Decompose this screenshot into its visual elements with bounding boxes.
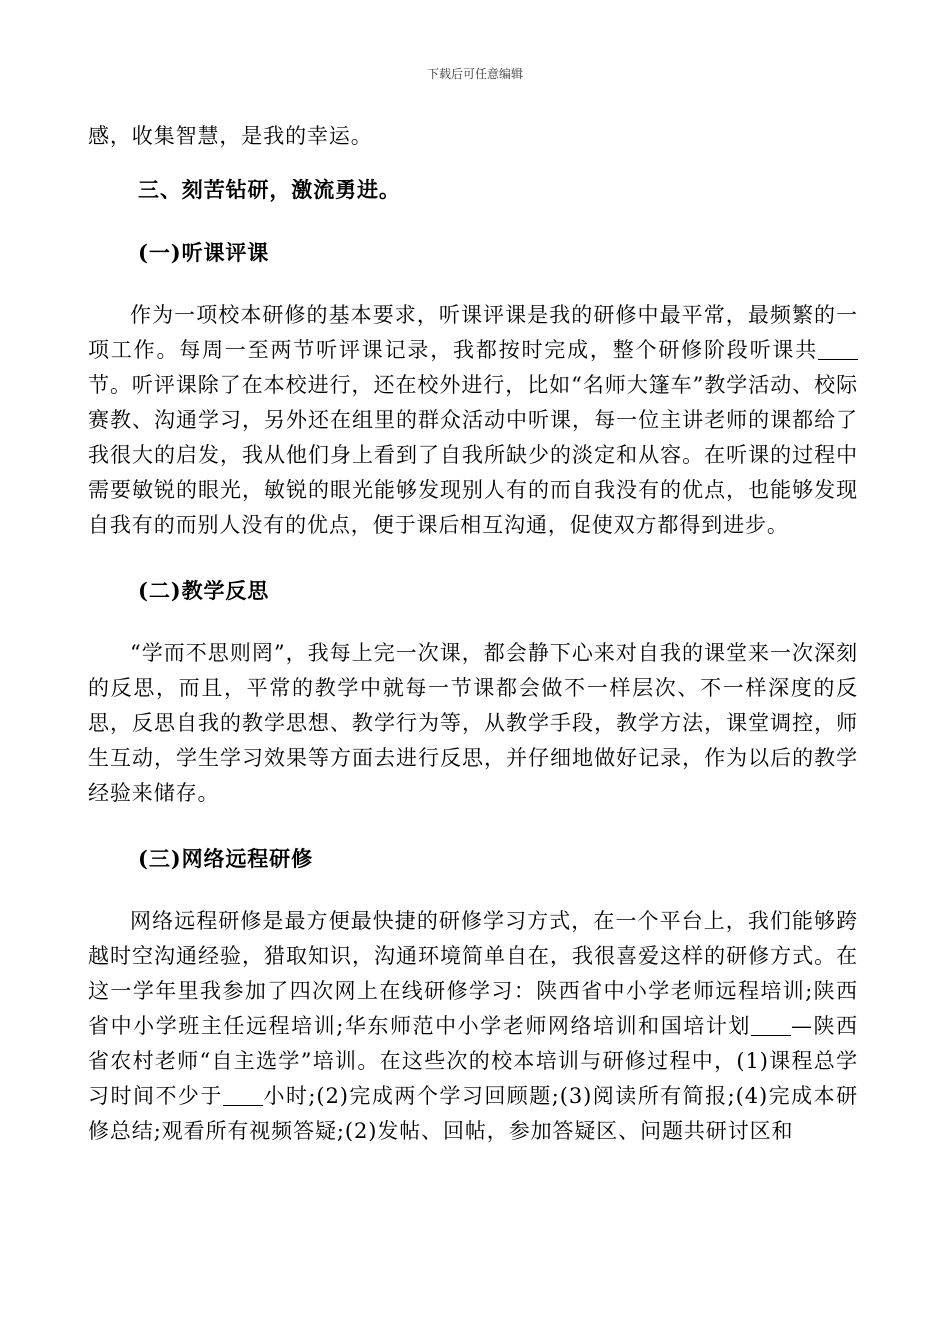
- paragraph-text: 节。听评课除了在本校进行，还在校外进行，比如“名师大篷车”教学活动、校际赛教、沟通学习，另外还在组里的群众活动中听课，每一位主讲老师的课都给了我很大的启发，我从他们身上看到了自我所缺少的淡定和从容。在听课的过程中需要敏锐的眼光，敏锐的眼光能够发现别人有的而自我没有的优点，也能够发现自我有的而别人没有的优点，便于课后相互沟通，促使双方都得到进步。: [88, 373, 858, 537]
- paragraph-text: 小时;(2)完成两个学习回顾题;(3)阅读所有简报;(4)完成本研修总结;观看所有视频答疑;(2)发帖、回帖，参加答疑区、问题共研讨区和: [88, 1084, 858, 1143]
- subheading-teaching-reflection: (二)教学反思: [138, 578, 270, 603]
- paragraph-text: —陕西省农村老师“自主选学”培训。在这些次的校本培训与研修过程中，(1)课程总学习时间不少于: [88, 1014, 858, 1108]
- paragraph-text: 网络远程研修是最方便最快捷的研修学习方式，在一个平台上，我们能够跨越时空沟通经验，猎取知识，沟通环境简单自在，我很喜爱这样的研修方式。在这一学年里我参加了四次网上在线研修学习：陕西省中小学老师远程培训;陕西省中小学班主任远程培训;华东师范中小学老师网络培训和国培计划: [88, 909, 858, 1038]
- subheading-online-training: (三)网络远程研修: [138, 846, 313, 871]
- paragraph-text: 作为一项校本研修的基本要求，听课评课是我的研修中最平常，最频繁的一项工作。每周一至两节听评课记录，我都按时完成，整个研修阶段听课共: [88, 303, 858, 362]
- subheading-listen-evaluate: (一)听课评课: [138, 240, 270, 265]
- section-heading-3: 三、刻苦钻研，激流勇进。: [138, 177, 401, 202]
- paragraph-online-training: [88, 904, 858, 1149]
- document-body: [88, 119, 858, 1149]
- blank-line: [818, 336, 858, 360]
- paragraph-continuation: 感，收集智慧，是我的幸运。: [88, 124, 373, 148]
- paragraph-listen-evaluate: [88, 298, 858, 543]
- paragraph-teaching-reflection: “学而不思则罔”，我每上完一次课，都会静下心来对自我的课堂来一次深刻的反思，而且，平常的教学中就每一节课都会做不一样层次、不一样深度的反思，反思自我的教学思想、教学行为等，从教学手段，教学方法，课堂调控，师生互动，学生学习效果等方面去进行反思，并仔细地做好记录，作为以后的教学经验来储存。: [88, 641, 858, 805]
- blank-line: [223, 1082, 263, 1106]
- page-header: 下载后可任意编辑: [426, 67, 523, 81]
- blank-line: [751, 1012, 791, 1036]
